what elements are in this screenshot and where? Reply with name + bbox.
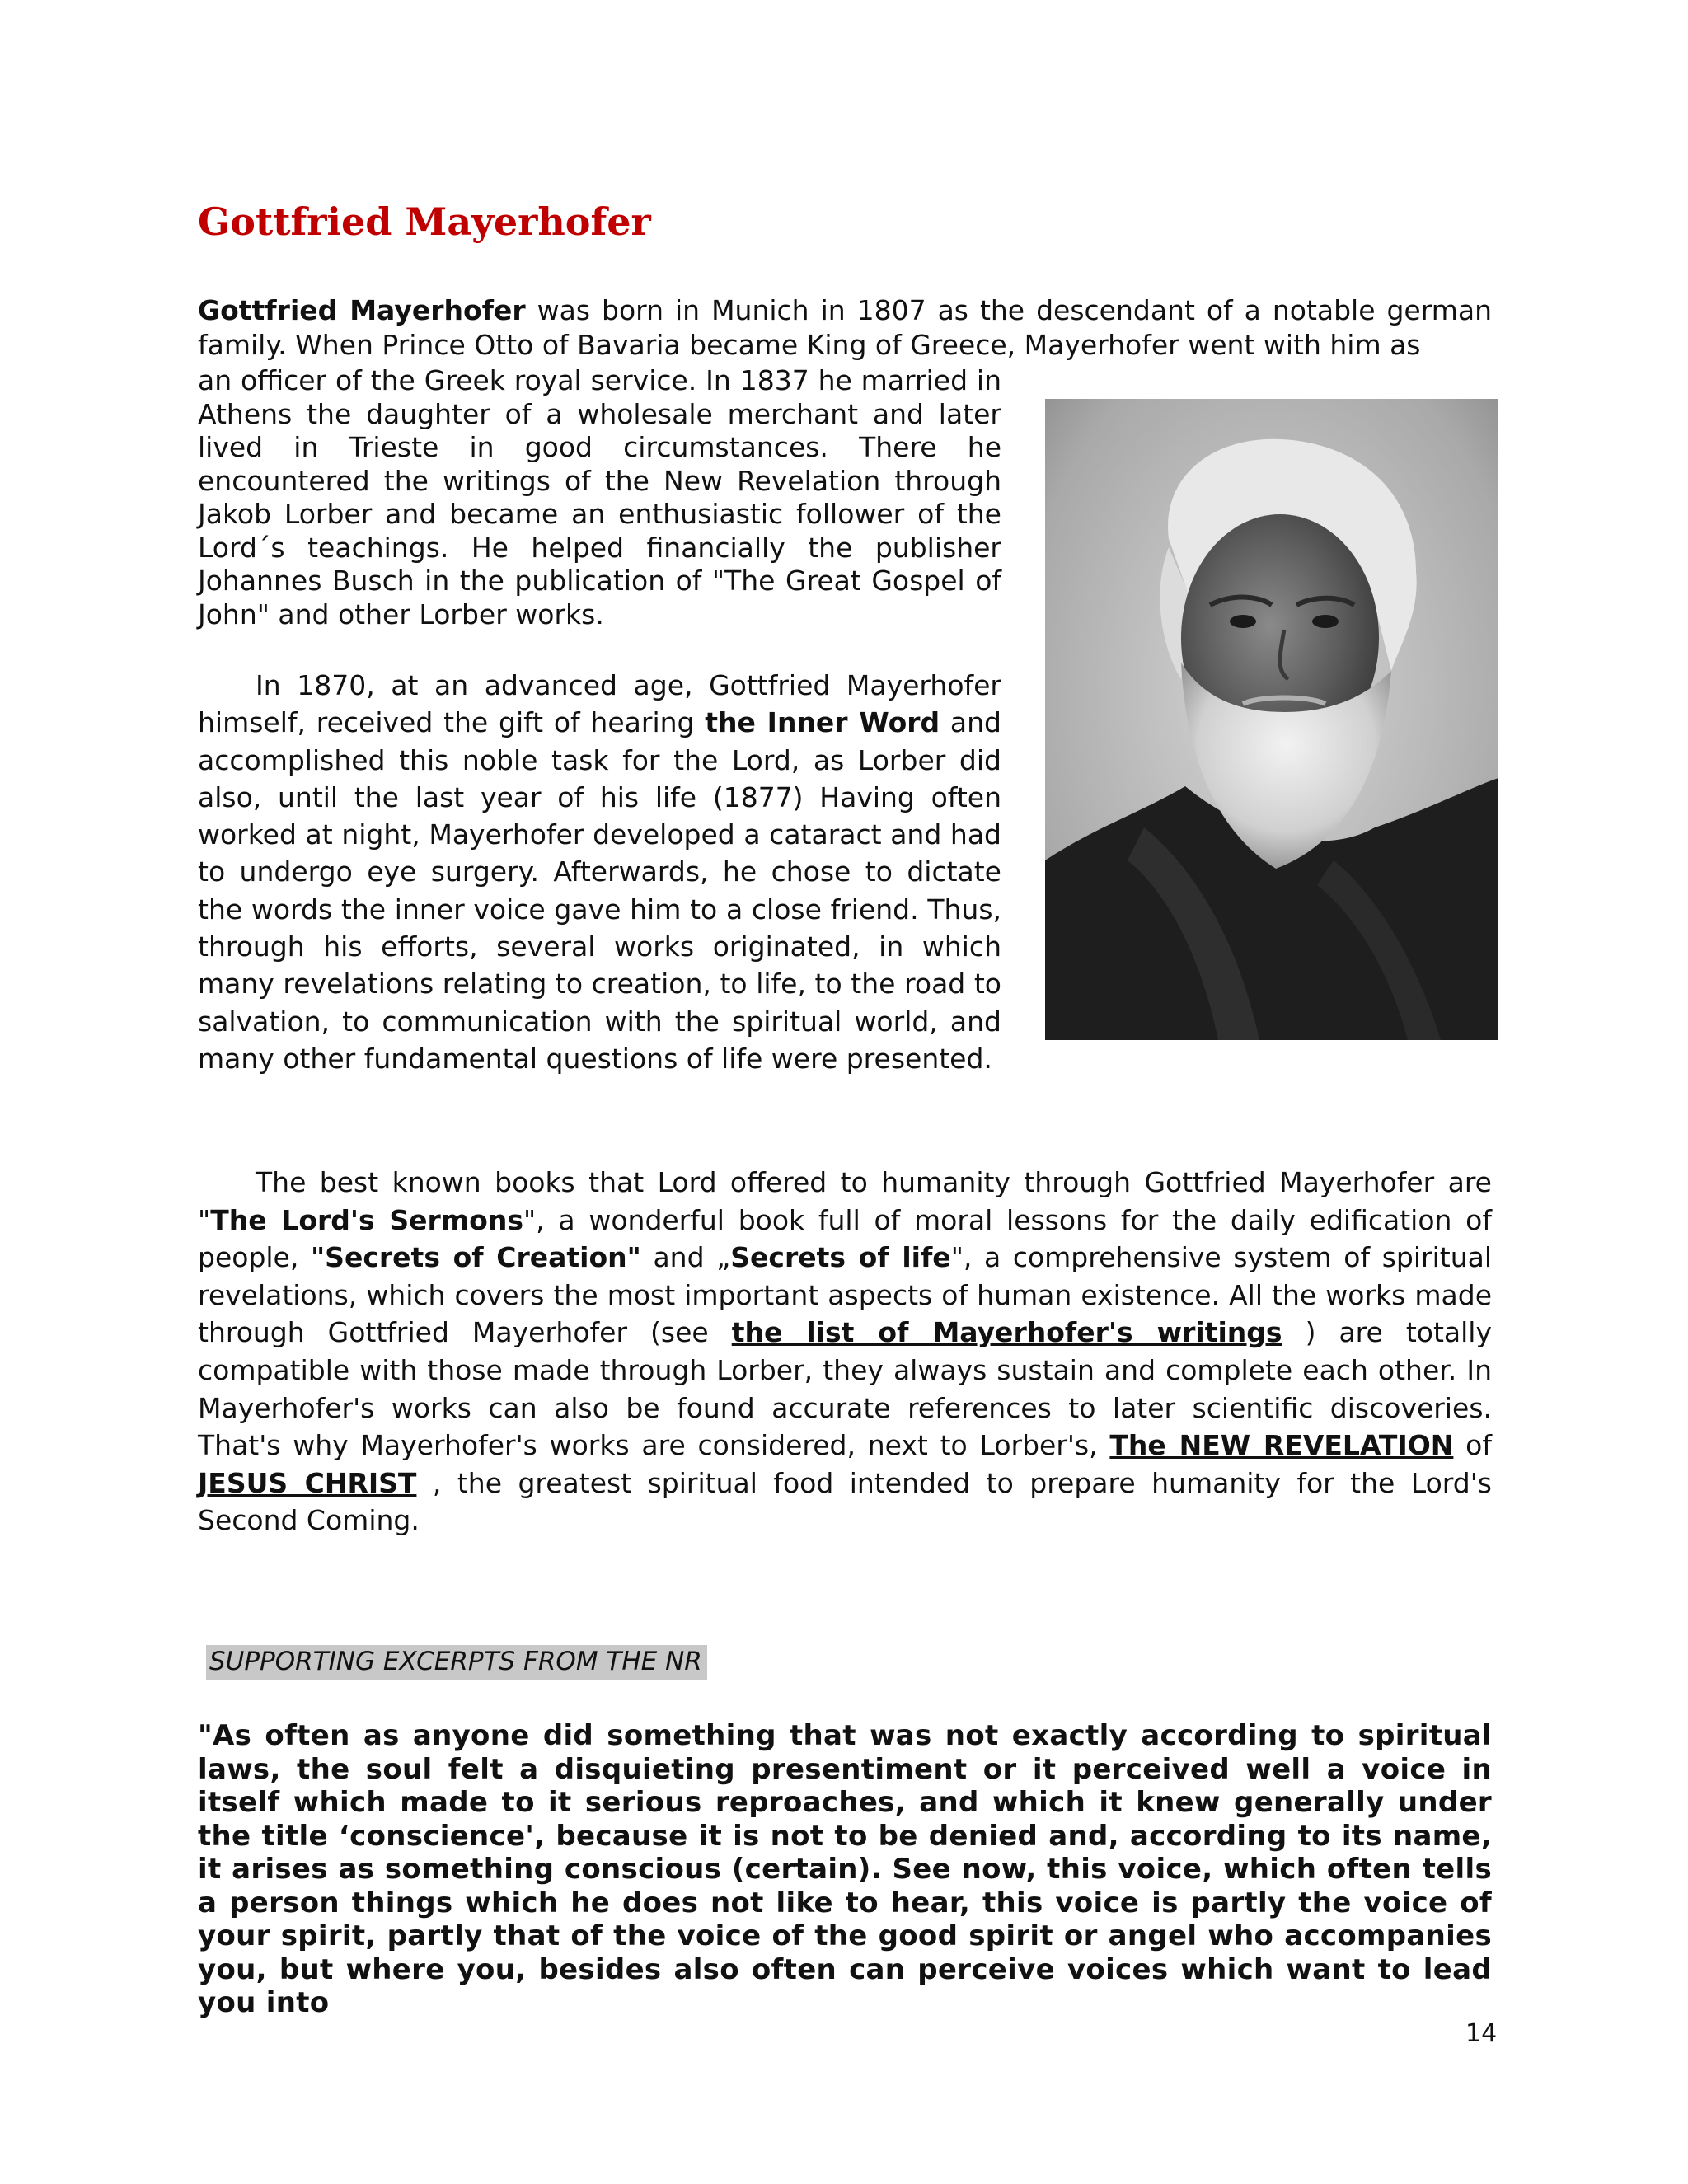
text-column — [198, 364, 1001, 1077]
secrets-of-life-title: Secrets of life — [730, 1241, 951, 1274]
portrait-photo — [1045, 399, 1498, 1040]
secrets-of-creation-title: "Secrets of Creation" — [310, 1241, 641, 1274]
inner-word-paragraph — [198, 667, 1001, 1077]
excerpts-heading: SUPPORTING EXCERPTS FROM THE NR — [206, 1645, 707, 1680]
intro-name: Gottfried Mayerhofer — [198, 294, 526, 326]
page-number: 14 — [1465, 2019, 1498, 2048]
page-title: Gottfried Mayerhofer — [198, 199, 651, 244]
lords-sermons-title: The Lord's Sermons — [210, 1203, 523, 1236]
excerpt-quote: "As often as anyone did something that was not exactly according to spiritual laws, the soul felt a disquieting presentiment or it perceived well a voice in itself which made to it serious reproaches, and which it knew generally under the title ‘conscience', because it is not to be denied and, according to its name, it arises as something conscious (certain). See now, this voice, which often tells a person things which he does not like to hear, this voice is partly the voice of your spirit, partly that of the voice of the good spirit or angel who accompanies you, but where you, besides also often can perceive voices which want to lead you into — [198, 1719, 1492, 2019]
new-revelation-link[interactable]: The NEW REVELATION — [1109, 1429, 1454, 1462]
p2-text-end: and accomplished this noble task for the Lord, as Lorber did also, until the last year of his life (1877) Having often worked at night, Mayerhofer developed a cataract and had to undergo eye surgery. Afterwards, he chose to dictate the words the inner voice gave him to a close friend. Thus, through his efforts, several works originated, in which many revelations relating to creation, to life, to the road to salvation, to communication with the spiritual world, and many other fundamental questions of life were presented. — [198, 706, 1002, 1075]
intro-text: was born in Munich in 1807 as the descendant of a notable german family. When Prince Otto of Bavaria became King of Greece, Mayerhofer went with him as — [198, 294, 1493, 361]
inner-word-bold: the Inner Word — [705, 706, 940, 739]
mayerhofer-writings-link[interactable]: the list of Mayerhofer's writings — [731, 1316, 1282, 1349]
intro-paragraph — [198, 293, 1492, 363]
jesus-christ-link[interactable]: JESUS CHRIST — [198, 1466, 417, 1499]
biography-paragraph: an officer of the Greek royal service. In 1837 he married in Athens the daughter of a wholesale merchant and later lived in Trieste in good circumstances. There he encountered the writings of the New Revelation through Jakob Lorber and became an enthusiastic follower of the Lord´s teachings. He helped financially the publisher Johannes Busch in the publication of "The Great Gospel of John" and other Lorber works. — [198, 364, 1001, 630]
portrait-image — [1045, 399, 1498, 1040]
p2-text-start: In 1870, at an advanced age, Gottfried Mayerhofer himself, received the gift of hearing — [198, 669, 1001, 739]
books-paragraph: The best known books that Lord offered to humanity through Gottfried Mayerhofer are "The Lord's Sermons", a wonderful book full of moral lessons for the daily edification of people, "Secrets of Creation" and „Secrets of life", a comprehensive system of spiritual revelations, which covers the most important aspects of human existence. All the works made through Gottfried Mayerhofer (see the list of Mayerhofer's writings ) are totally compatible with those made through Lorber, they always sustain and complete each other. In Mayerhofer's works can also be found accurate references to later scientific discoveries. That's why Mayerhofer's works are considered, next to Lorber's, The NEW REVELATION of JESUS CHRIST , the greatest spiritual food intended to prepare humanity for the Lord's Second Coming. — [198, 1166, 1492, 1537]
